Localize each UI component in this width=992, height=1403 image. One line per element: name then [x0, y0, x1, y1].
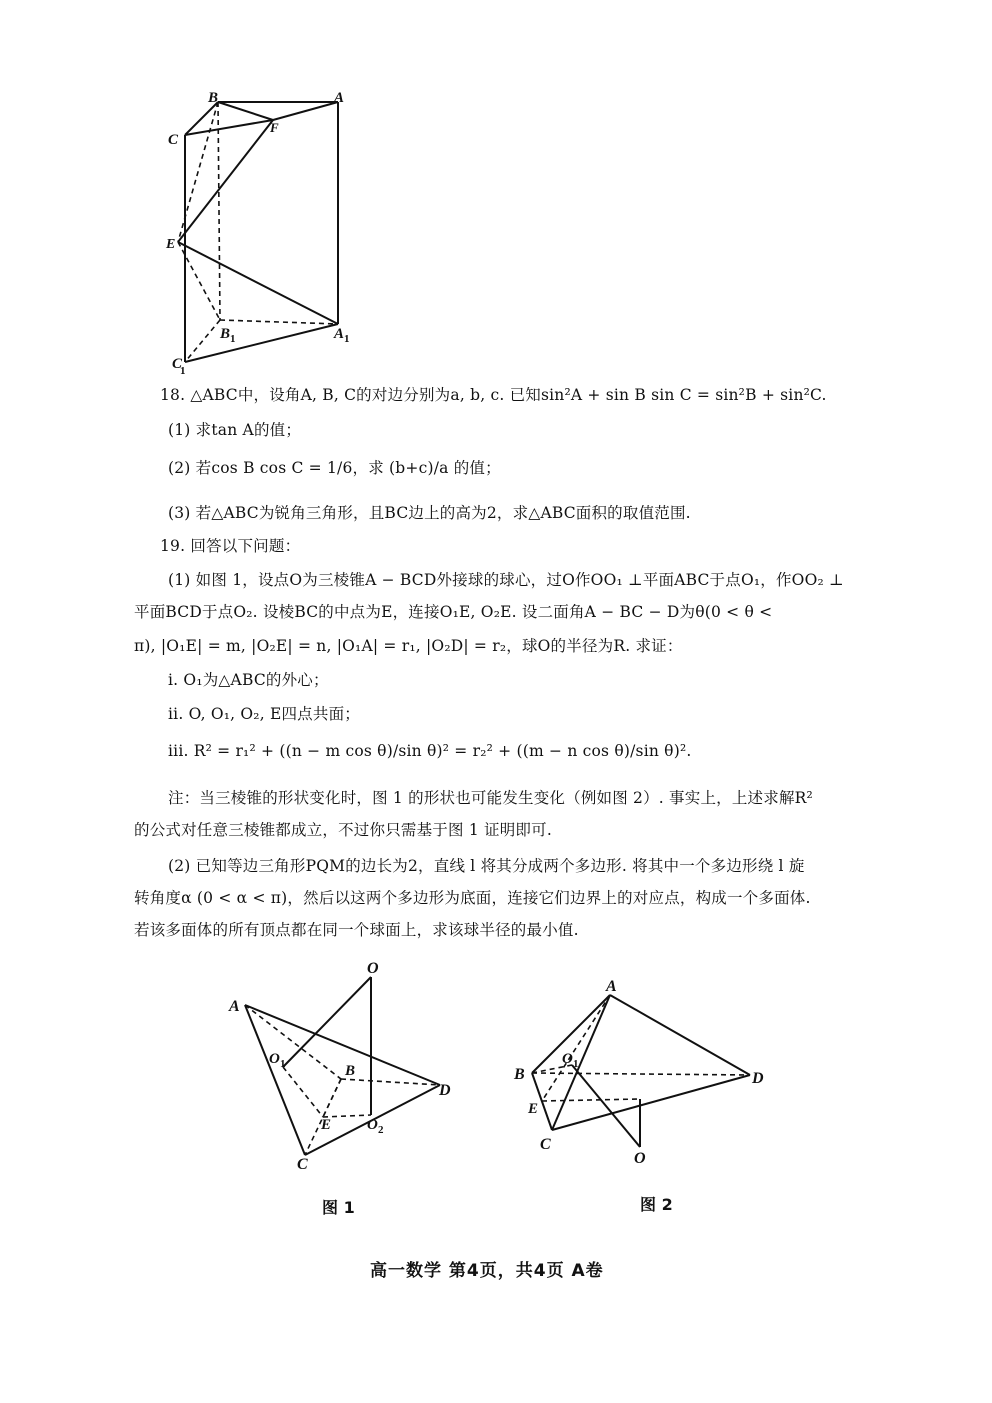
q19-note-line1: 注：当三棱锥的形状变化时，图 1 的形状也可能发生变化（例如图 2）. 事实上，上述求解R² [168, 789, 813, 807]
fig2-label-O1: O [562, 1051, 573, 1067]
label-E: E [166, 237, 176, 252]
q19-note-line2: 的公式对任意三棱锥都成立，不过你只需基于图 1 证明即可. [134, 821, 552, 839]
fig1-label-A: A [229, 998, 240, 1015]
fig2-label-A: A [606, 978, 617, 995]
label-B1-sub: 1 [230, 333, 236, 345]
fig1-label-C: C [297, 1156, 308, 1173]
prism-figure [150, 80, 380, 380]
fig2-label-E: E [528, 1101, 539, 1117]
fig1-label-O1: O [269, 1051, 280, 1067]
figure-1-caption: 图 1 [322, 1198, 355, 1217]
q18-part3: (3) 若△ABC为锐角三角形，且BC边上的高为2，求△ABC面积的取值范围. [168, 504, 691, 522]
figure-1 [225, 955, 465, 1175]
fig1-label-O2: O [367, 1117, 378, 1133]
label-A-top: A [334, 90, 345, 106]
q19-item-ii: ii. O, O₁, O₂, E四点共面； [168, 705, 360, 723]
fig2-label-O1-sub: 1 [573, 1058, 579, 1070]
fig2-label-B: B [514, 1066, 525, 1083]
label-A1: A [334, 326, 345, 342]
fig1-label-B: B [345, 1063, 356, 1079]
label-B-top: B [208, 90, 219, 106]
fig1-label-E: E [321, 1117, 332, 1133]
q19-part1-line1: (1) 如图 1，设点O为三棱锥A − BCD外接球的球心，过O作OO₁ ⊥平面ABC于点O₁，作OO₂ ⊥ [168, 571, 844, 589]
fig1-label-O2-sub: 2 [378, 1124, 384, 1136]
fig2-label-C: C [540, 1136, 551, 1153]
q19-part2-line2: 转角度α (0 < α < π)，然后以这两个多边形为底面，连接它们边界上的对应点，构成一个多面体. [134, 889, 811, 907]
figure-2 [510, 975, 770, 1175]
q18-part1: (1) 求tan A的值； [168, 421, 302, 439]
label-B1: B [220, 326, 231, 342]
label-F: F [270, 120, 279, 135]
q18-part2: (2) 若cos B cos C = 1/6，求 (b+c)/a 的值； [168, 459, 501, 477]
q19-item-i: i. O₁为△ABC的外心； [168, 671, 329, 689]
q18-stem: 18. △ABC中，设角A, B, C的对边分别为a, b, c. 已知sin²A + sin B sin C = sin²B + sin²C. [160, 386, 827, 404]
page-footer: 高一数学 第4页，共4页 A卷 [370, 1261, 604, 1281]
figure-2-caption: 图 2 [640, 1195, 673, 1214]
q19-part1-line2: 平面BCD于点O₂. 设棱BC的中点为E，连接O₁E, O₂E. 设二面角A − BC − D为θ(0 < θ < [134, 603, 773, 621]
label-C-top: C [168, 132, 179, 148]
q19-part2-line1: (2) 已知等边三角形PQM的边长为2，直线 l 将其分成两个多边形. 将其中一个多边形绕 l 旋 [168, 857, 805, 875]
label-C1-sub: 1 [180, 365, 186, 377]
fig1-label-D: D [439, 1082, 451, 1099]
q19-item-iii: iii. R² = r₁² + ((n − m cos θ)/sin θ)² = r₂² + ((m − n cos θ)/sin θ)². [168, 742, 692, 760]
q19-part2-line3: 若该多面体的所有顶点都在同一个球面上，求该球半径的最小值. [134, 921, 579, 939]
q19-stem: 19. 回答以下问题： [160, 537, 301, 555]
fig2-label-O: O [634, 1150, 646, 1167]
fig2-label-D: D [752, 1070, 764, 1087]
fig1-label-O1-sub: 1 [280, 1058, 286, 1070]
fig1-label-O: O [367, 960, 379, 977]
label-A1-sub: 1 [344, 333, 350, 345]
label-C1: C [172, 356, 183, 372]
q19-part1-line3: π), |O₁E| = m, |O₂E| = n, |O₁A| = r₁, |O₂D| = r₂，球O的半径为R. 求证： [134, 637, 683, 655]
